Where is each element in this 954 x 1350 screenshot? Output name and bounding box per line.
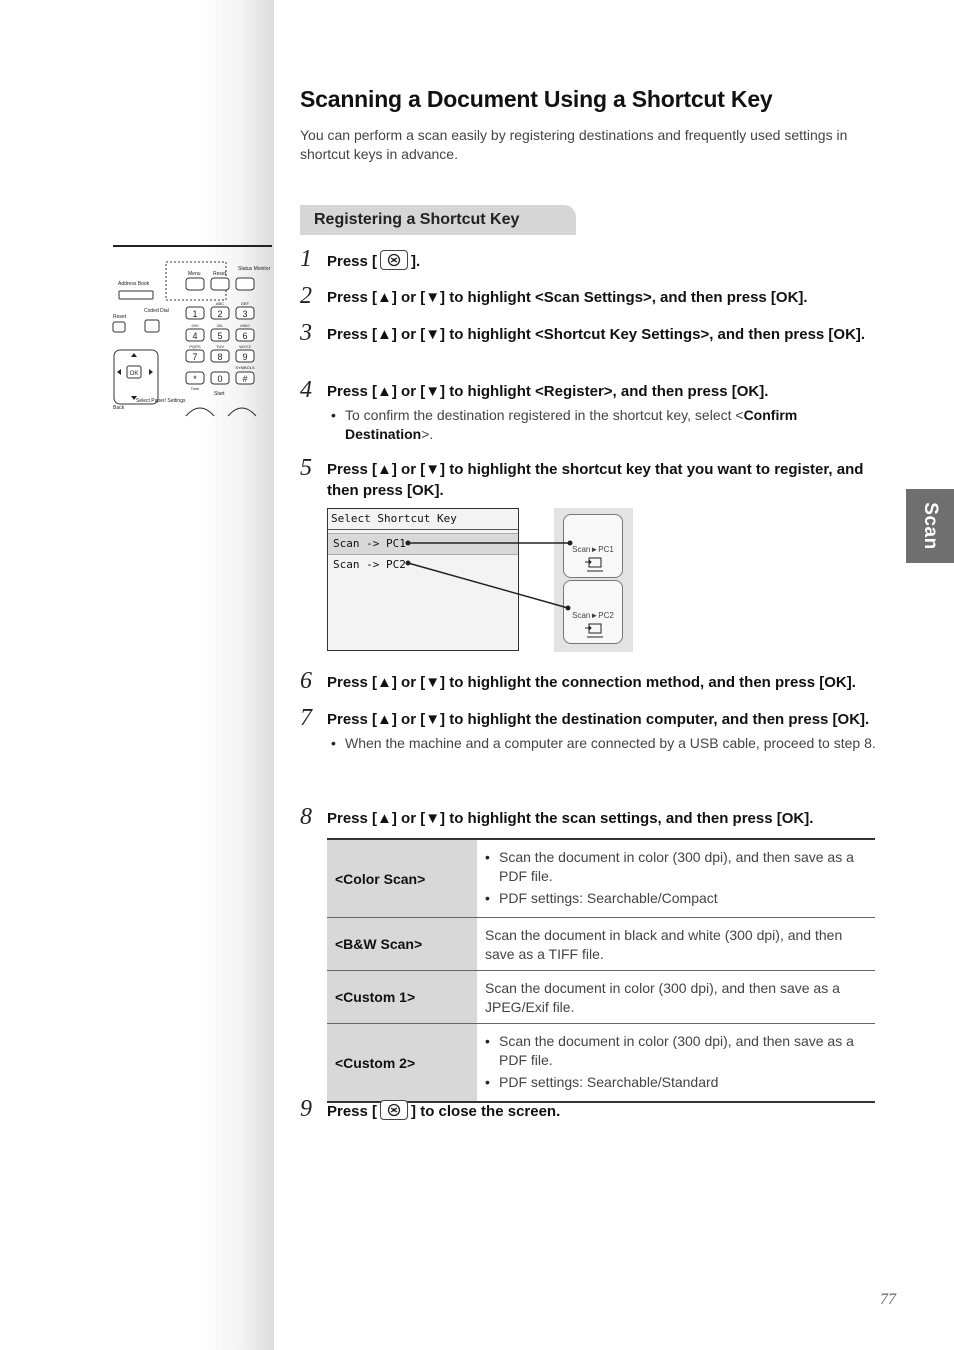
menu-key-icon [380,250,408,270]
step-number: 7 [300,705,312,731]
step-5 [300,455,880,501]
step-text: Press [ [327,1103,378,1120]
confirm-destination-label: Confirm Destination [345,407,798,442]
keypad-key-3: 3 [242,309,248,319]
table-key: <B&W Scan> [327,918,477,971]
panel-label-start: Start [214,391,225,397]
panel-label-tone: Tone [190,386,200,391]
page-gutter-shade [200,0,274,1350]
step-text: Press [▲] or [▼] to highlight <Register>, and then press [OK]. [327,383,769,400]
step-text: Press [▲] or [▼] to highlight the destination computer, and then press [OK]. [327,711,870,728]
step-number: 2 [300,283,312,309]
keypad-letters-pqrs: PQRS [189,344,201,349]
table-row [327,971,875,1024]
menu-key-icon [380,1100,408,1120]
step-text-end: ]. [411,253,421,270]
step-8 [300,804,880,830]
step-note: • To confirm the destination registered in the shortcut key, select <Confirm Destination>. [327,406,880,444]
step-9 [300,1096,880,1122]
table-row [327,839,875,918]
table-key: <Custom 2> [327,1024,477,1103]
keypad-key-star: * [193,374,197,384]
keypad-key-8: 8 [217,352,223,362]
keypad-key-6: 6 [242,331,248,341]
panel-label-symbols: SYMBOLS [235,365,255,370]
step-text: Press [▲] or [▼] to highlight the connection method, and then press [OK]. [327,674,856,691]
control-panel-illustration [110,242,275,418]
step-4 [300,377,880,444]
keypad-letters-def: DEF [241,301,249,306]
keypad-letters-mno: MNO [240,323,250,328]
step-number: 8 [300,804,312,830]
panel-label-reset-2: Reset [113,314,127,320]
lcd-item-pc1: Scan -> PC1 [328,533,518,555]
panel-label-reset: Reset [213,271,227,277]
step-7 [300,705,880,753]
panel-label-back: Back [113,405,125,411]
table-bullet: • PDF settings: Searchable/Compact [485,889,867,908]
table-bullet: • Scan the document in color (300 dpi), and then save as a PDF file. [485,848,867,886]
chapter-tab-scan[interactable] [906,489,954,563]
step-6 [300,668,880,694]
keypad-letters-tuv: TUV [216,344,224,349]
step-number: 1 [300,246,312,272]
step-number: 5 [300,455,312,481]
keypad-key-0: 0 [217,374,223,384]
scan-settings-table [327,838,875,1103]
keypad-key-7: 7 [192,352,198,362]
shortcut-key-pc2-label: Scan►PC2 [572,611,614,620]
shortcut-key-pc1-label: Scan►PC1 [572,545,614,554]
step-text: Press [▲] or [▼] to highlight <Shortcut Key Settings>, and then press [OK]. [327,326,866,343]
keypad-letters-jkl: JKL [216,323,224,328]
keypad-key-2: 2 [217,309,223,319]
step-1 [300,246,880,272]
scan-to-pc-icon [584,557,604,573]
panel-label-select-paper: Select Paper/ Settings [136,398,186,404]
keypad-key-hash: # [242,374,248,384]
page-number: 77 [880,1291,896,1308]
keypad-key-1: 1 [192,309,198,319]
step-text-end: ] to close the screen. [411,1103,561,1120]
table-value: Scan the document in color (300 dpi), and then save as a JPEG/Exif file. [477,971,875,1024]
panel-label-status-monitor: Status Monitor [238,266,271,272]
step-number: 3 [300,320,312,346]
chapter-tab-label: Scan [920,502,941,550]
section-heading: Registering a Shortcut Key [300,205,576,235]
step-text: Press [▲] or [▼] to highlight the scan settings, and then press [OK]. [327,810,814,827]
step-text: Press [▲] or [▼] to highlight <Scan Settings>, and then press [OK]. [327,289,808,306]
lcd-item-pc2: Scan -> PC2 [333,558,406,571]
lcd-title: Select Shortcut Key [328,509,518,530]
step-number: 4 [300,377,312,403]
table-bullet: • Scan the document in color (300 dpi), and then save as a PDF file. [485,1032,867,1070]
step-number: 9 [300,1096,312,1122]
keypad-letters-abc: ABC [215,301,225,306]
table-key: <Custom 1> [327,971,477,1024]
step-3 [300,320,880,346]
keypad-key-4: 4 [192,331,198,341]
keypad-key-9: 9 [242,352,248,362]
step-number: 6 [300,668,312,694]
keypad-letters-wxyz: WXYZ [239,344,251,349]
step-text: Press [▲] or [▼] to highlight the shortcut key that you want to register, and then press [OK]. [327,461,864,499]
keypad-letters-ghi: GHI [191,323,199,328]
table-row [327,1024,875,1103]
panel-label-address-book: Address Book [118,281,150,287]
step-2 [300,283,880,309]
table-key: <Color Scan> [327,839,477,918]
table-row [327,918,875,971]
step-note: • When the machine and a computer are connected by a USB cable, proceed to step 8. [327,734,880,753]
table-bullet: • PDF settings: Searchable/Standard [485,1073,867,1092]
keypad-key-5: 5 [217,331,223,341]
panel-label-coded-dial: Coded Dial [144,308,169,314]
table-value: Scan the document in black and white (300 dpi), and then save as a TIFF file. [477,918,875,971]
panel-label-menu: Menu [188,271,201,277]
scan-to-pc-icon [584,623,604,639]
step-text: Press [ [327,253,378,270]
intro-paragraph: You can perform a scan easily by registering destinations and frequently used settings in shortcut keys in advance. [300,127,848,162]
connector-lines [400,535,580,615]
panel-label-ok: OK [129,371,139,377]
page-title: Scanning a Document Using a Shortcut Key [300,86,773,112]
